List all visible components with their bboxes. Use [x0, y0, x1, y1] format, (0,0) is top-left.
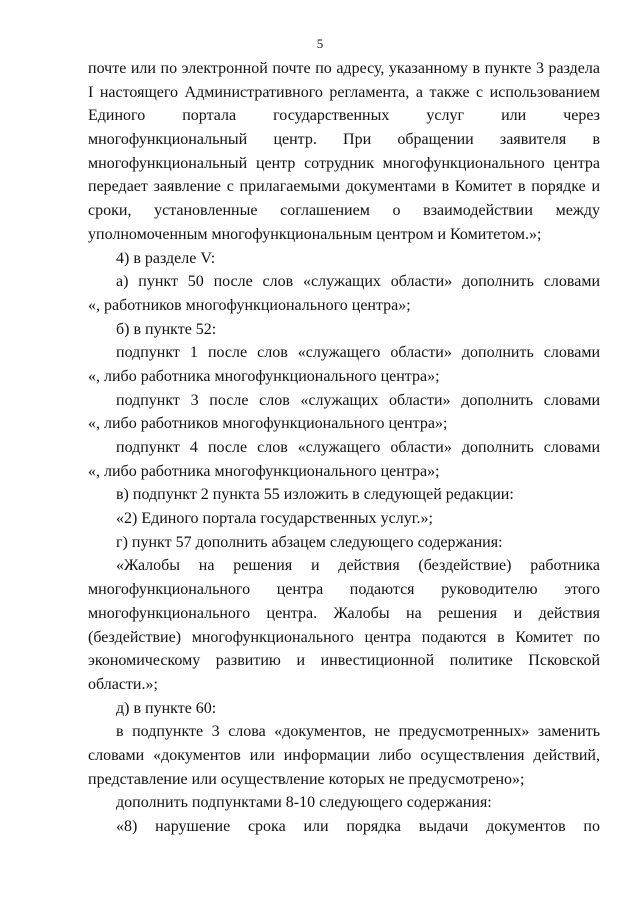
text-line: почте или по электронной почте по адресу, указанному в пункте 3 раздела	[88, 60, 600, 77]
text-line: подпункт 4 после слов «служащего области» дополнить словами	[116, 439, 600, 456]
text-line: «, либо работников многофункционального центра»;	[88, 415, 448, 433]
text-line: сроки, установленные соглашением о взаимодействии между	[88, 202, 600, 220]
text-line: «Жалобы на решения и действия (бездействие) работника	[116, 557, 600, 575]
text-line: г) пункт 57 дополнить абзацем следующего содержания:	[116, 533, 503, 551]
text-line: словами «документов или информации либо осуществления действий,	[88, 746, 600, 764]
text-line: б) в пункте 52:	[116, 320, 217, 338]
text-line: представление или осуществление которых не предусмотрено»;	[88, 770, 525, 788]
text-line: д) в пункте 60:	[116, 699, 217, 717]
text-line: в) подпункт 2 пункта 55 изложить в следующей редакции:	[116, 486, 514, 504]
text-line: экономическому развитию и инвестиционной политике Псковской	[88, 652, 600, 670]
text-line: уполномоченным многофункциональным центром и Комитетом.»;	[88, 225, 542, 243]
text-line: «, работников многофункционального центра»;	[88, 296, 411, 314]
text-line: области.»;	[88, 675, 158, 693]
page-number: 5	[316, 36, 324, 51]
text-line: «, либо работника многофункционального центра»;	[88, 462, 440, 480]
text-line: а) пункт 50 после слов «служащих области» дополнить словами	[116, 273, 600, 291]
text-line: многофункционального центра подаются руководителю этого	[88, 581, 600, 599]
text-line: в подпункте 3 слова «документов, не предусмотренных» заменить	[116, 723, 600, 741]
text-line: 4) в разделе V:	[116, 249, 216, 267]
text-line: многофункциональный центр сотрудник многофункционального центра	[88, 154, 600, 172]
text-line: «8) нарушение срока или порядка выдачи документов по	[116, 818, 600, 835]
text-line: I настоящего Административного регламента, а также с использованием	[88, 83, 600, 101]
text-line: многофункциональный центр. При обращении заявителя в	[88, 131, 600, 149]
text-line: «2) Единого портала государственных услуг.»;	[116, 510, 433, 528]
document-body	[88, 57, 600, 839]
text-line: (бездействие) многофункционального центра подаются в Комитет по	[88, 628, 600, 646]
text-line: подпункт 1 после слов «служащего области» дополнить словами	[116, 344, 600, 362]
text-line: дополнить подпунктами 8-10 следующего содержания:	[116, 794, 492, 812]
text-line: Единого портала государственных услуг или через	[88, 107, 600, 125]
text-line: подпункт 3 после слов «служащих области» дополнить словами	[116, 391, 600, 409]
text-line: многофункционального центра. Жалобы на решения и действия	[88, 604, 600, 622]
text-line: «, либо работника многофункционального центра»;	[88, 367, 440, 385]
text-line: передает заявление с прилагаемыми документами в Комитет в порядке и	[88, 178, 600, 196]
